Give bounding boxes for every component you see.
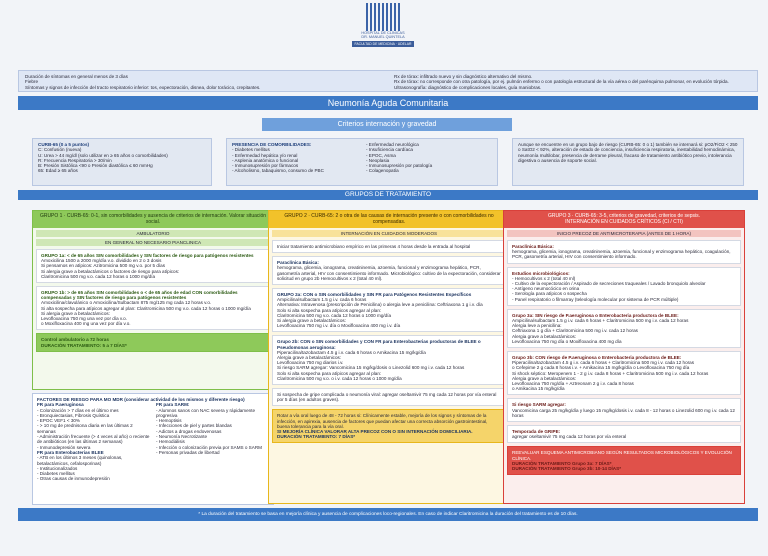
comorbidity-item: - Inmunosupresión por patología <box>366 163 433 169</box>
group-3a-duration: DURACIÓN TRATAMIENTO Grupo 3a: 7 DÍAS* <box>512 460 612 466</box>
comorbidity-item: - Alcoholismo, tabaquismo, consumo de PBC <box>232 168 324 174</box>
treatment-line: o Amikacina 15 mg/kg/día <box>512 386 565 392</box>
risk-factor-item: - Institucionalizados <box>37 465 78 471</box>
group-2-summary <box>272 409 506 443</box>
treatment-line: Si alergia grave a betalactámicos: <box>277 318 346 324</box>
group-3-column <box>503 210 745 504</box>
treatment-line: Levofloxacina 750 mg i.v. día o Moxifloxacina 400 mg i.v. día <box>277 323 401 329</box>
treatment-line: Piperacilina/tazobactam 4.5 g i.v. cada 6 horas o Amikacina 15 mg/kg/día <box>277 349 426 355</box>
curb65-title: CURB-65 (0 a 5 puntos) <box>38 142 90 147</box>
risk-factor-item: - Hemoptisis <box>156 418 182 424</box>
ent-factors-title: FR para Enterobacterias BLEE <box>37 449 104 455</box>
group-1a-title: GRUPO 1a: < de 65 años SIN comorbilidades y SIN factores de riesgo para patógenos resistentes <box>41 253 254 258</box>
risk-factor-item: - Administración frecuente (> 4 veces al año) o reciente de antibióticos (en las últimas 2 semanas) <box>37 434 150 445</box>
clinical-criteria-left <box>25 74 382 88</box>
treatment-line: Ampicilina/sulbactam 1.5 g i.v. cada 6 horas + Claritromicina 500 mg i.v. cada 12 horas <box>512 318 689 324</box>
group-1-note: EN GENERAL NO NECESARIO PIANCLINICA <box>36 239 270 246</box>
group-3b-block <box>507 351 741 395</box>
risk-factor-item: - Colonización > 7 días en el último mes <box>37 407 119 413</box>
group-2-setting: INTERNACIÓN EN CUIDADOS MODERADOS <box>272 230 506 237</box>
treatment-line: Alergia grave a betalactámicos: <box>277 355 342 361</box>
treatment-line: Si alergia grave a betalactámicos: <box>41 310 110 316</box>
group-1-setting: AMBULATORIO <box>36 230 270 237</box>
treatment-line: o Moxifloxacina 400 mg una vez por día v.o. <box>41 321 131 327</box>
comorbidity-item: - Diabetes mellitus <box>232 147 270 153</box>
group-2-intro: Iniciar tratamiento antimicrobiano empírico en las primeras 4 horas desde la entrada al hospital <box>272 240 506 253</box>
group-3-note: INICIO PRECOZ DE ANTIMICROTERAPIA (ANTES DE 1 HORA) <box>507 230 741 237</box>
risk-factor-item: - Infección o colonización previa por SAMS o SARM <box>156 444 262 450</box>
criteria-line: Rx de tórax: infiltrado nuevo y sin diagnóstico alternativo del mismo. <box>394 74 533 79</box>
group-1a-block <box>36 249 270 283</box>
risk-factor-item: - Neumonía Necrotizante <box>156 434 208 440</box>
curb65-item: 65: Edad ≥ 65 años <box>38 168 78 174</box>
group-2a-title: GRUPO 2a: CON o SIN comorbilidades y SIN FR para Patógenos Resistentes Específicos <box>277 292 472 298</box>
admission-note: Aunque se encuentre en un grupo bajo de riesgo (CURB-65: 0 o 1) también se internará si: pO2/FiO2 < 250 o SatO2 < 92%, alteración de estado de conciencia, insuficiencia respiratoria, inestabilidad hemodinámica, neumonía multilobar, presencia de derrame pleural, fracaso de tratamiento antibiótico previo, intolerancia digestiva o ausencia de soporte social. <box>518 142 738 163</box>
treatment-line: Si alergia grave a betalactámicos o factores de riesgo para atípicos: <box>41 268 180 274</box>
logo-line-1: HOSPITAL DE CLÍNICAS <box>361 31 405 35</box>
risk-factor-item: - > 10 mg de prednisona diaria en las últimas 2 semanas <box>37 423 133 434</box>
treatment-line: o Cefepime 2 g cada 8 horas i.v. + Amikacina 15 mg/kg/día o Levofloxacina 750 mg día <box>512 365 690 371</box>
group-2a-block <box>272 288 506 332</box>
groups-title: GRUPOS DE TRATAMIENTO <box>18 190 758 200</box>
group-2b-block <box>272 335 506 385</box>
treatment-line: Si shock séptico: Meropenem 1 - 2 g i.v. cada 8 horas + Claritromicina 500 mg i.v. cada 12 horas <box>512 370 709 376</box>
treatment-line: Ampicilina/sulbactam 1.5 g i.v. cada 6 horas <box>277 297 367 303</box>
comorbidity-item: - Asplenia anatómica o funcional <box>232 157 299 163</box>
group-1-control: Control ambulatorio a 72 horas <box>41 337 109 343</box>
treatment-line: Piperacilina/tazobactam 4.5 g i.v. cada 6 horas + Claritromicina 500 mg i.v. cada 12 horas <box>512 360 695 366</box>
group-1b-block <box>36 286 270 330</box>
treatment-line: Alternativa: Intravenosa (prescripción de Penicilina) o alergia leve a penicilina: Ceftriaxona 1 g i.v. día <box>277 302 483 308</box>
risk-factor-item: - Infecciones de piel y partes blandas <box>156 423 232 429</box>
group-2b-title: Grupo 2b: CON o SIN comorbilidades y CON FR para Enterobacterias productoras de BLEE o Pseudomonas aeruginosa: <box>277 339 481 350</box>
comorbidity-item: - Colagenopatía <box>366 168 399 174</box>
risk-factor-item: - Otras causas de inmunodepresión <box>37 476 110 482</box>
group-3-flu-title: Temporada de GRIPE: <box>512 429 561 435</box>
treatment-line: Amoxicilina/clavulánico o Amoxicilina/Sulbactam 875 mg/125 mg cada 12 horas v.o. <box>41 300 212 306</box>
sarm-factors-title: FR para SARM: <box>156 402 190 408</box>
risk-factor-item: - Bronquiectasias, Fibrosis Quística <box>37 412 110 418</box>
group-2-header: GRUPO 2 · CURB-65: 2 o otra de las causas de internación presente o con comorbilidades no compensadas. <box>269 211 509 228</box>
group-2-labs <box>272 256 506 285</box>
group-2-discharge: SI MEJORÍA CLÍNICA VALORAR ALTA PRECOZ CON O SIN INTERNACIÓN DOMICILIARIA. <box>277 429 473 435</box>
group-3a-title: Grupo 3a: SIN riesgo de P.aeruginosa o Enterobacteria productora de BLEE: <box>512 312 679 318</box>
admission-note-box <box>512 138 744 186</box>
curb65-item: B: Presión Sistólica <90 o Presión diastólica ≤ 60 mmHg <box>38 163 153 169</box>
group-3-reevaluate: REEVALUAR ESQUEMA ANTIMICROBIANO SEGÚN RESULTADOS MICROBIOLÓGICOS Y EVOLUCIÓN CLÍNICA. <box>512 450 732 461</box>
risk-factor-item: - EPOC VEF1 < 30% <box>37 418 81 424</box>
risk-factor-item: - Personas privadas de libertad <box>156 449 220 455</box>
clinical-criteria-right <box>394 74 751 88</box>
comorbidity-item: - Inmunosupresión por fármacos <box>232 163 299 169</box>
criteria-line: Síntomas y signos de infección del tracto respiratorio inferior: tos, expectoración, disnea, dolor torácico, crepitantes. <box>25 84 261 90</box>
curb65-item: C: Confusión (nueva) <box>38 147 82 153</box>
group-3-micro-title: Estudios microbiológicos: <box>512 270 570 276</box>
treatment-line: Levofloxacina 750 mg diarios i.v. <box>277 360 344 366</box>
micro-item: - Hemocultivos x 2 (total 40 ml) <box>512 275 576 281</box>
risk-factor-item: - Inmunodepresión severa <box>37 444 91 450</box>
treatment-line: Claritromicina 500 mg v.o. cada 12 horas o 1000 mg/día <box>41 273 156 279</box>
group-1-column <box>32 210 274 390</box>
risk-factor-item: - Diabetes mellitus <box>37 471 75 477</box>
micro-item: - Cultivo de la expectoración / Aspirado de secreciones traqueales / Lavado bronquiolo alveolar <box>512 281 706 287</box>
group-3-sarm <box>507 398 741 422</box>
treatment-line: Alergia grave a betalactámicos: <box>512 375 577 381</box>
pa-factors-title: FR para P.aeruginosa <box>37 402 84 408</box>
treatment-line: Alergia grave a betalactámicos: <box>512 333 577 339</box>
treatment-line: Amoxicilina 1500 a 2000 mg/día v.o. dividido en 2 o 3 dosis <box>41 258 162 264</box>
logo-band: FACULTAD DE MEDICINA · UDELAR <box>352 41 414 47</box>
group-3b-title: Grupo 3b: CON riesgo de P.aeruginosa o Enterobacteria productora de BLEE: <box>512 355 682 361</box>
group-3-labs <box>507 240 741 264</box>
group-1-control-block <box>36 333 270 351</box>
footer-note: * La duración del tratamiento se basa en mejoría clínica y ausencia de complicaciones loco-regionales. En caso de indicar Claritromicina la duración del tratamiento es de 10 días. <box>18 508 758 521</box>
criteria-line: Ultrasonografía: diagnóstico de complicaciones locales, guía maniobras. <box>394 84 542 90</box>
group-3a-block <box>507 309 741 348</box>
curb65-item: R: Frecuencia Respiratoria > 30/min <box>38 157 112 163</box>
comorbidities-box <box>226 138 498 186</box>
logo-mark-icon <box>363 3 403 31</box>
group-3-sarm-text: Vancomicina carga 25 mg/kg/día y luego 15 mg/kg/dosis i.v. cada 8 - 12 horas o Linezolid 600 mg i.v. cada 12 horas <box>512 407 735 418</box>
criteria-line: Fiebre <box>25 79 39 85</box>
curb65-item: U: Urea > 44 mg/dl (solo utilizar en ≥ 65 años o comorbilidades) <box>38 152 168 158</box>
treatment-line: Claritromicina 500 mg v.o. cada 12 horas o 1000 mg/día <box>277 312 392 318</box>
treatment-line: Levofloxacina 750 mg/día + Aztreonam 2 g i.v. cada 8 horas <box>512 381 634 387</box>
group-3-flu <box>507 425 741 443</box>
group-3-header <box>504 211 744 228</box>
clinical-criteria-box <box>18 70 758 92</box>
risk-factors-box <box>32 393 274 505</box>
treatment-line: Si alta sospecha para atípicos agregar al plan: Claritromicina 500 mg v.o. cada 12 horas o 1000 mg/día <box>41 305 251 311</box>
risk-factor-item: - ATB en los últimos 3 meses (quinolonas, betalactámicos, cefalosporinas) <box>37 455 123 466</box>
group-1b-title: GRUPO 1b: > de 65 años SIN comorbilidades o < de 65 años de edad CON comorbilidades compensadas y SIN factores de riesgo para patógenos resistentes <box>41 290 238 301</box>
group-1-duration: DURACIÓN TRATAMIENTO: 5 a 7 DÍAS* <box>41 342 127 348</box>
micro-item: - Antígeno neumocócico en orina <box>512 286 580 292</box>
risk-factor-item: - Alumnos sanos con NAC severa y rápidamente progresiva <box>156 407 256 418</box>
hospital-logo <box>352 3 414 61</box>
group-3-labs-text: hemograma, glicemia, ionograma, creatininemia, azoemia, funcional y enzimograma hepático, coagulación, PCR, gasometría arterial, HIV con consentimiento informado. <box>512 249 731 260</box>
micro-item: - Serología para atípicos o sospecha <box>512 291 587 297</box>
group-2-switch-oral: Rotar a vía oral luego de 48 - 72 horas si: Clínicamente estable, mejoría de los signos y síntomas de la infección, en apirexia, ausencia de factores que puedan afectar una correcta absorción gastrointestinal, buena tolerancia para la vía oral. <box>277 413 488 429</box>
risk-factor-item: - Adictos a drogas endovenosas <box>156 428 222 434</box>
group-2-labs-text: hemograma, glicemia, ionograma, creatininemia, azoemia, funcional y enzimograma hepático, PCR, gasometría arterial, HIV con consentimiento informado. Microbiológico: cultivo de la expectoración, considerar solicitud en grupo 2b Hemocultivos x 2 (total 40 ml). <box>277 265 501 281</box>
group-3-summary <box>507 446 741 475</box>
treatment-line: Alergia leve a penicilina: <box>512 323 562 329</box>
treatment-line: Claritromicina 500 mg v.o. o i.v. cada 12 horas o 1000 mg/día <box>277 375 402 381</box>
treatment-line: Solo si alta sospecha para atípicos agregar al plan: <box>277 307 382 313</box>
group-3-title: GRUPO 3 · CURB-65: 3-5, criterios de gravedad, criterios de sepsis. <box>548 213 700 219</box>
comorbidity-item: - Neoplasia <box>366 157 390 163</box>
treatment-line: Ceftriaxona 1 g día + Claritromicina 500 mg i.v. cada 12 horas <box>512 328 638 334</box>
comorbidity-item: - Enfermedad hepática y/o renal <box>232 152 298 158</box>
group-3-setting: INTERNACIÓN EN CUIDADOS CRÍTICOS (CI / CTI) <box>565 218 683 225</box>
comorbidity-item: - Insuficiencia cardíaca <box>366 147 413 153</box>
group-2-column <box>268 210 510 504</box>
treatment-line: Levofloxacina 750 mg una vez por día v.o. <box>41 316 127 322</box>
criteria-line: Duración de síntomas en general menos de 3 días <box>25 74 128 79</box>
treatment-line: Si riesgo SARM agregar: Vancomicina 15 mg/kg/dosis o Linezolid 600 mg i.v. cada 12 horas <box>277 365 465 371</box>
group-2-duration: DURACIÓN TRATAMIENTO: 7 DÍAS* <box>277 434 356 440</box>
comorbidity-item: - Enfermedad neurológica <box>366 142 419 147</box>
group-2-labs-title: Paraclínica Básica: <box>277 260 319 266</box>
group-1-header: GRUPO 1 · CURB-65: 0-1, sin comorbilidades y ausencia de criterios de internación. Valorar situación social. <box>33 211 273 228</box>
page-title: Neumonía Aguda Comunitaria <box>18 96 758 110</box>
group-3-labs-title: Paraclínica Básica: <box>512 244 554 249</box>
logo-line-2: DR. MANUEL QUINTELA <box>361 35 405 40</box>
comorbidities-title: PRESENCIA DE COMORBILIDADES: <box>232 142 312 147</box>
treatment-line: Si pensamos en atípicos: Azitromicina 500 mg v.o. por 5 días <box>41 263 166 269</box>
group-3-micro <box>507 267 741 306</box>
section-subtitle: Criterios internación y gravedad <box>262 118 512 131</box>
treatment-line: Solo si alta sospecha para atípicos agregar al plan: <box>277 370 382 376</box>
group-3-flu-text: agregar oseltamivir 75 mg cada 12 horas por vía enteral <box>512 434 627 440</box>
treatment-line: Levofloxacina 750 mg día o Moxifloxacina 400 mg día <box>512 338 622 344</box>
risk-factors-title: FACTORES DE RIESGO PARA MO MDR (considerar actividad de los mismos y diferente riesgo) <box>37 397 245 402</box>
curb65-box <box>32 138 212 186</box>
group-3b-duration: DURACIÓN TRATAMIENTO Grupo 3b: 10-14 DÍAS* <box>512 466 621 472</box>
risk-factor-item: - Hemodiálisis <box>156 439 185 445</box>
comorbidity-item: - EPOC, Asma <box>366 152 396 158</box>
criteria-line: Rx de tórax: no corresponde con otra patología, por ej. pulmón enfermo o con patología estructural de la vía aérea o del parénquima pulmonar, en evolución tórpida. <box>394 79 729 85</box>
micro-item: - Panel respiratorio o filmarray (teleología molecular por sistema de PCR múltiple) <box>512 296 679 302</box>
group-3-sarm-title: Si riesgo SARM agregar: <box>512 402 566 408</box>
group-2-flu: Si sospecha de gripe complicada o neumonía viral: agregar oseltamivir 75 mg cada 12 horas por vía enteral por 5 días (en adultos graves). <box>272 388 506 406</box>
